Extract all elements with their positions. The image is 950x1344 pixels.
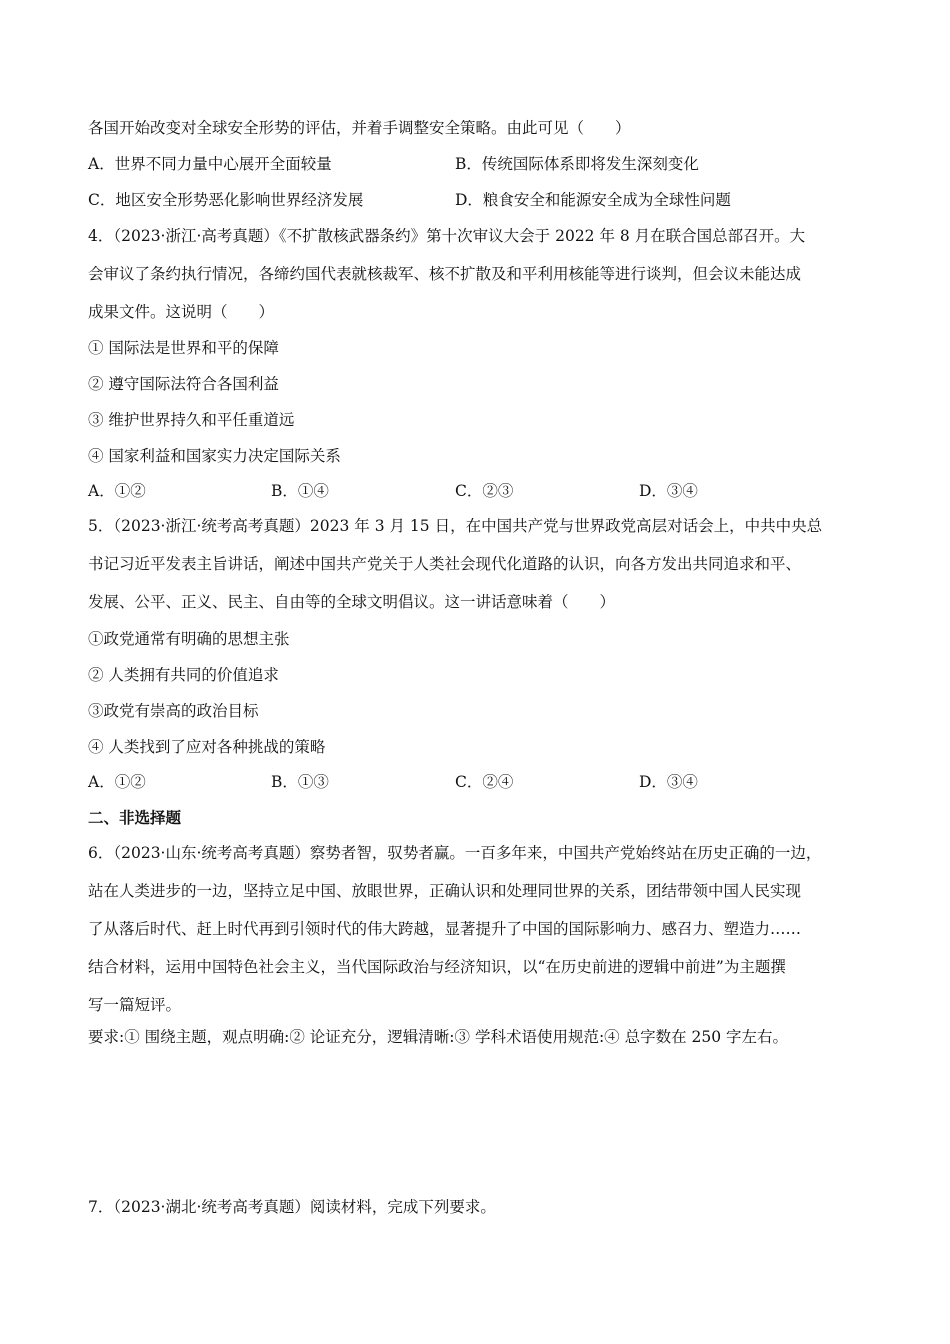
q4-option-d: D．③④ [639, 482, 698, 500]
q6-line-5: 写一篇短评。 [88, 996, 182, 1014]
q6-line-3: 了从落后时代、赶上时代再到引领时代的伟大跨越，显著提升了中国的国际影响力、感召力、塑造力…… [88, 920, 802, 938]
q5-statement-1: ①政党通常有明确的思想主张 [88, 630, 290, 648]
q4-statement-4: ④ 国家利益和国家实力决定国际关系 [88, 447, 341, 465]
q4-option-a: A．①② [88, 482, 146, 500]
q6-line-4: 结合材料，运用中国特色社会主义，当代国际政治与经济知识，以“在历史前进的逻辑中前进”为主题撰 [88, 958, 786, 976]
q3-option-b: B．传统国际体系即将发生深刻变化 [455, 155, 699, 173]
q3-option-a: A．世界不同力量中心展开全面较量 [88, 155, 332, 173]
q4-line-2: 会审议了条约执行情况，各缔约国代表就核裁军、核不扩散及和平利用核能等进行谈判，但会议未能达成 [88, 265, 802, 283]
q6-line-2: 站在人类进步的一边，坚持立足中国、放眼世界，正确认识和处理同世界的关系，团结带领中国人民实现 [88, 882, 802, 900]
q5-option-c: C．②④ [455, 773, 514, 791]
q5-statement-4: ④ 人类找到了应对各种挑战的策略 [88, 738, 326, 756]
q4-line-3: 成果文件。这说明（ ） [88, 303, 275, 321]
q5-line-2: 书记习近平发表主旨讲话，阐述中国共产党关于人类社会现代化道路的认识，向各方发出共同追求和平、 [88, 555, 802, 573]
q5-line-1: 5．（2023·浙江·统考高考真题）2023 年 3 月 15 日，在中国共产党与世界政党高层对话会上，中共中央总 [88, 517, 823, 535]
q6-line-1: 6．（2023·山东·统考高考真题）察势者智，驭势者赢。一百多年来，中国共产党始终站在历史正确的一边， [88, 844, 822, 862]
q3-option-c: C．地区安全形势恶化影响世界经济发展 [88, 191, 364, 209]
q3-stem-end: 各国开始改变对全球安全形势的评估，并着手调整安全策略。由此可见（ ） [88, 119, 631, 137]
q5-option-b: B．①③ [271, 773, 329, 791]
q6-requirements: 要求:① 围绕主题，观点明确:② 论证充分，逻辑清晰:③ 学科术语使用规范:④ 总字数在 250 字左右。 [88, 1028, 789, 1046]
q5-statement-3: ③政党有崇高的政治目标 [88, 702, 259, 720]
q4-statement-2: ② 遵守国际法符合各国利益 [88, 375, 279, 393]
q5-line-3: 发展、公平、正义、民主、自由等的全球文明倡议。这一讲话意味着（ ） [88, 593, 616, 611]
q4-option-c: C．②③ [455, 482, 514, 500]
q4-line-1: 4．（2023·浙江·高考真题）《不扩散核武器条约》第十次审议大会于 2022 年 8 月在联合国总部召开。大 [88, 227, 806, 245]
q3-option-d: D．粮食安全和能源安全成为全球性问题 [455, 191, 731, 209]
q7-line-1: 7．（2023·湖北·统考高考真题）阅读材料，完成下列要求。 [88, 1198, 496, 1216]
q5-option-d: D．③④ [639, 773, 698, 791]
section-heading-nonchoice: 二、非选择题 [88, 809, 182, 827]
q5-statement-2: ② 人类拥有共同的价值追求 [88, 666, 279, 684]
q5-option-a: A．①② [88, 773, 146, 791]
q4-statement-3: ③ 维护世界持久和平任重道远 [88, 411, 295, 429]
q4-statement-1: ① 国际法是世界和平的保障 [88, 339, 279, 357]
q4-option-b: B．①④ [271, 482, 329, 500]
